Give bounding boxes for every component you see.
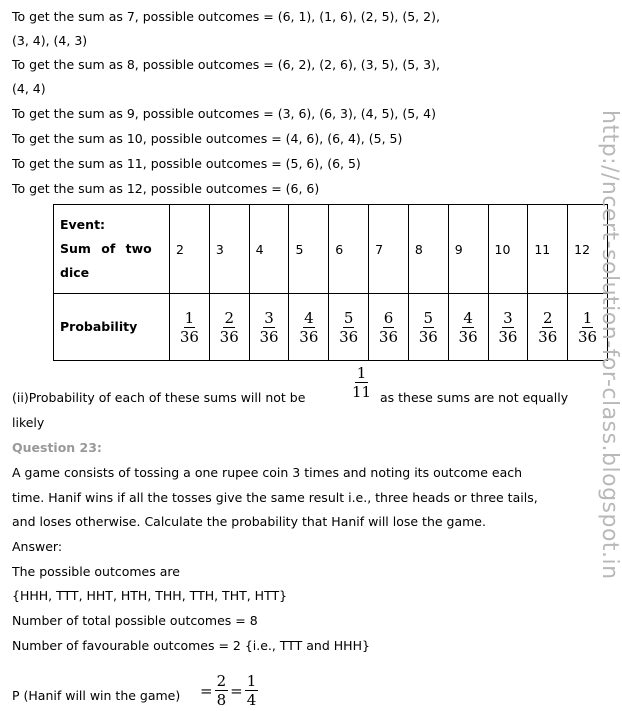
text-line: To get the sum as 10, possible outcomes = (4, 6), (6, 4), (5, 5) xyxy=(12,131,403,146)
table-row xyxy=(54,205,608,294)
probability-cell xyxy=(528,294,568,361)
sum-cell: 4 xyxy=(249,205,289,294)
text-line: To get the sum as 8, possible outcomes = (6, 2), (2, 6), (3, 5), (5, 3), xyxy=(12,57,440,72)
numerator: 5 xyxy=(343,308,354,327)
sum-cell: 2 xyxy=(170,205,210,294)
answer-text: P (Hanif will win the game) xyxy=(12,688,181,703)
text-line: (3, 4), (4, 3) xyxy=(12,33,88,48)
denominator: 36 xyxy=(578,327,598,346)
sum-cell: 11 xyxy=(528,205,568,294)
probability-table xyxy=(53,204,608,361)
numerator: 1 xyxy=(582,308,593,327)
numerator: 2 xyxy=(224,308,234,327)
probability-cell xyxy=(289,294,329,361)
numerator: 4 xyxy=(304,308,314,327)
fraction-one-eleventh xyxy=(352,364,371,401)
text-line: To get the sum as 11, possible outcomes = (5, 6), (6, 5) xyxy=(12,156,361,171)
denominator: 36 xyxy=(179,327,199,346)
sum-cell: 8 xyxy=(408,205,448,294)
text-line: To get the sum as 12, possible outcomes = (6, 6) xyxy=(12,181,320,196)
probability-cell xyxy=(369,294,409,361)
denominator: 11 xyxy=(352,383,372,401)
probability-cell xyxy=(249,294,289,361)
fraction xyxy=(215,672,229,709)
probability-cell xyxy=(329,294,369,361)
numerator: 3 xyxy=(264,308,274,327)
denominator: 36 xyxy=(259,327,279,346)
probability-cell xyxy=(209,294,249,361)
numerator: 5 xyxy=(423,308,434,327)
denominator: 36 xyxy=(299,327,319,346)
question-text: A game consists of tossing a one rupee coin 3 times and noting its outcome each xyxy=(12,465,523,480)
probability-label: Probability xyxy=(54,294,170,361)
denominator: 4 xyxy=(246,691,257,709)
part-ii-text: as these sums are not equally xyxy=(380,390,569,405)
win-probability-equation xyxy=(200,672,258,709)
probability-cell xyxy=(448,294,488,361)
denominator: 36 xyxy=(219,327,239,346)
sum-cell: 3 xyxy=(209,205,249,294)
equals-sign: = xyxy=(230,681,243,700)
sum-cell: 9 xyxy=(448,205,488,294)
question-text: time. Hanif wins if all the tosses give the same result i.e., three heads or three tails, xyxy=(12,490,538,505)
answer-label: Answer: xyxy=(12,539,63,554)
table-row xyxy=(54,294,608,361)
event-label: Event: xyxy=(60,217,106,232)
answer-text: The possible outcomes are xyxy=(12,564,180,579)
denominator: 36 xyxy=(339,327,359,346)
probability-cell xyxy=(170,294,210,361)
numerator: 3 xyxy=(503,308,513,327)
sum-cell: 6 xyxy=(329,205,369,294)
fraction xyxy=(245,672,259,709)
denominator: 36 xyxy=(498,327,518,346)
probability-cell xyxy=(488,294,528,361)
denominator: 36 xyxy=(538,327,558,346)
numerator: 1 xyxy=(356,364,367,382)
probability-cell xyxy=(408,294,448,361)
text-line: To get the sum as 7, possible outcomes = (6, 1), (1, 6), (2, 5), (5, 2), xyxy=(12,9,440,24)
denominator: 36 xyxy=(418,327,438,346)
sum-cell: 5 xyxy=(289,205,329,294)
sum-cell: 10 xyxy=(488,205,528,294)
question-heading: Question 23: xyxy=(12,440,102,455)
event-label-cell xyxy=(54,205,170,294)
question-text: and loses otherwise. Calculate the probability that Hanif will lose the game. xyxy=(12,514,486,529)
sum-cell: 7 xyxy=(369,205,409,294)
answer-text: Number of favourable outcomes = 2 {i.e., TTT and HHH} xyxy=(12,638,370,653)
text-line: (4, 4) xyxy=(12,81,46,96)
numerator: 1 xyxy=(184,308,195,327)
sum-label: Sum of two dice xyxy=(60,241,152,280)
part-ii-text: (ii)Probability of each of these sums will not be xyxy=(12,390,306,405)
equals-sign: = xyxy=(200,681,213,700)
numerator: 2 xyxy=(216,672,227,690)
denominator: 8 xyxy=(216,691,227,709)
watermark-text: http://ncert-solution-for-class.blogspot.in xyxy=(597,110,622,580)
answer-text: Number of total possible outcomes = 8 xyxy=(12,613,258,628)
text-line: To get the sum as 9, possible outcomes = (3, 6), (6, 3), (4, 5), (5, 4) xyxy=(12,106,436,121)
part-ii-text: likely xyxy=(12,415,45,430)
numerator: 4 xyxy=(463,308,473,327)
answer-text: {HHH, TTT, HHT, HTH, THH, TTH, THT, HTT} xyxy=(12,588,288,603)
watermark xyxy=(597,110,622,610)
denominator: 36 xyxy=(378,327,399,346)
denominator: 36 xyxy=(458,327,478,346)
sum-cell: 12 xyxy=(568,205,608,294)
numerator: 1 xyxy=(246,672,257,690)
numerator: 2 xyxy=(542,308,553,327)
numerator: 6 xyxy=(383,308,394,327)
